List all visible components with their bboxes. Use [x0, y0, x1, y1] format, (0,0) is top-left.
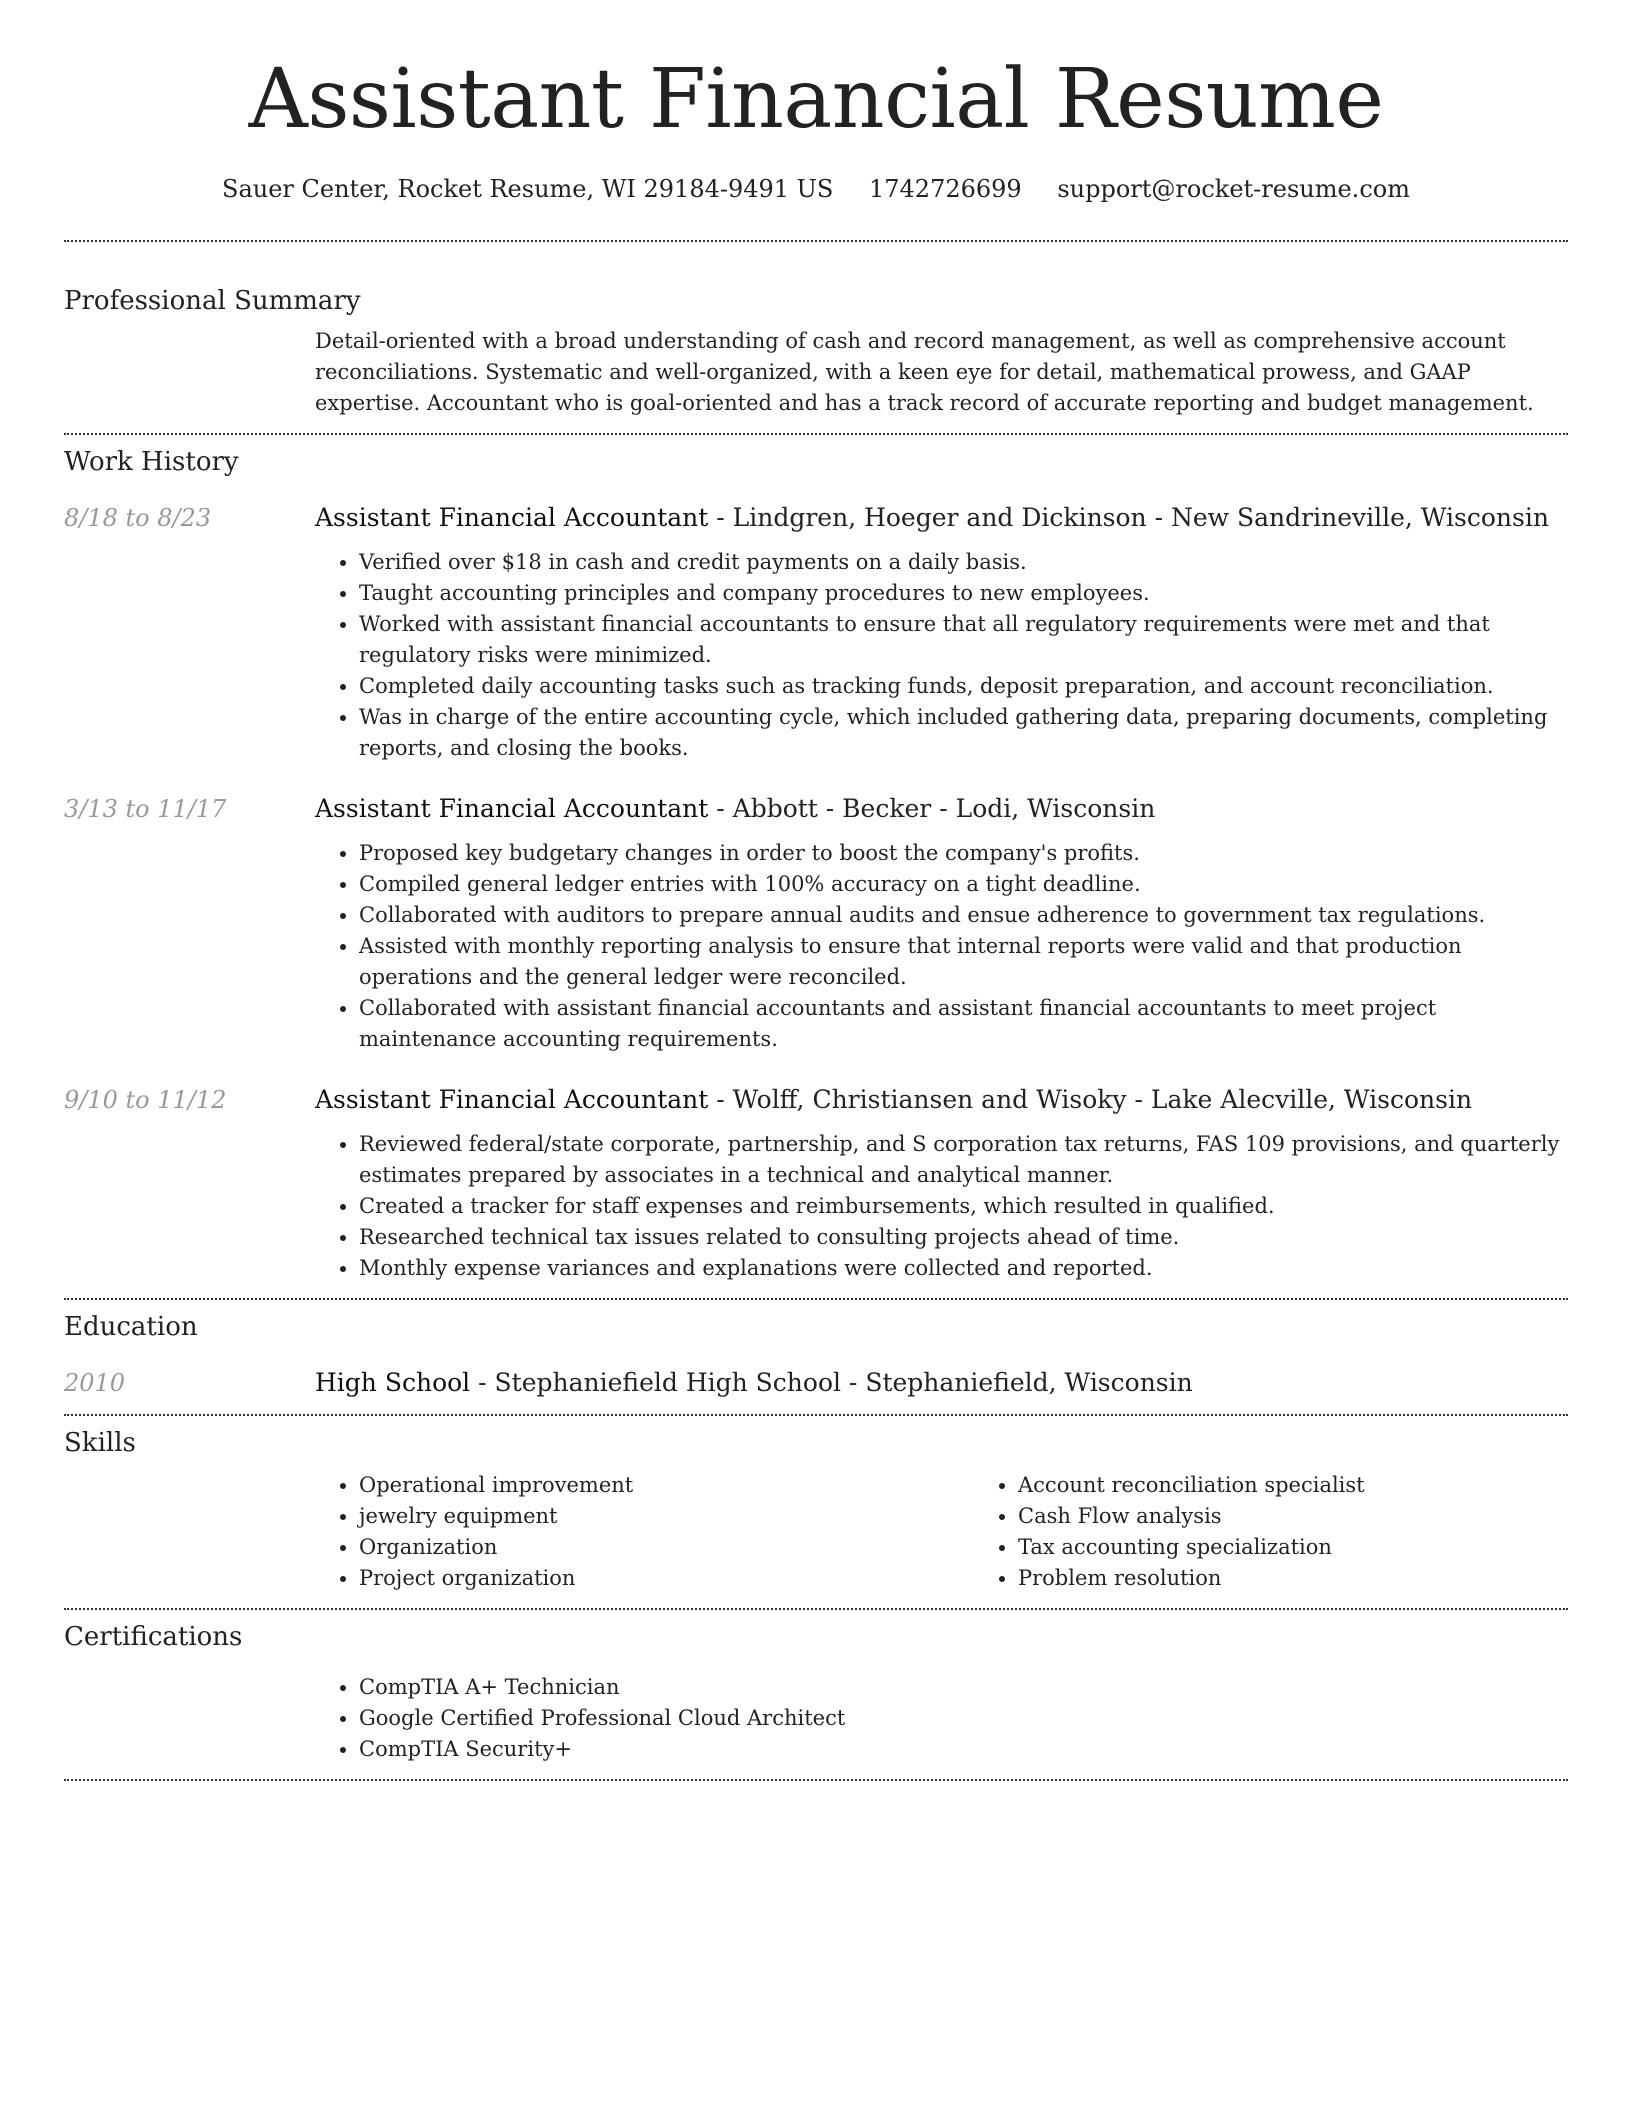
list-item: • Collaborated with auditors to prepare annual audits and ensue adherence to government tax regulations. [359, 900, 1568, 931]
job-dates: 3/13 to 11/17 [64, 795, 227, 823]
job-role: Assistant Financial Accountant [315, 503, 709, 532]
skill-item: • Operational improvement [359, 1470, 974, 1501]
job-details: - Lindgren, Hoeger and Dickinson - New Sandrineville, Wisconsin [708, 503, 1549, 532]
divider [64, 433, 1568, 435]
contact-address: Sauer Center, Rocket Resume, WI 29184-9491 US [222, 175, 834, 203]
skill-item: • Account reconciliation specialist [1018, 1470, 1568, 1501]
list-item: • Worked with assistant financial accountants to ensure that all regulatory requirements were met and that regulatory risks were minimized. [359, 609, 1568, 671]
job-bullets [315, 1129, 1568, 1284]
skill-item: • Problem resolution [1018, 1563, 1568, 1594]
work-history-section [64, 445, 1568, 1284]
skill-item: • Cash Flow analysis [1018, 1501, 1568, 1532]
summary-section [64, 284, 1568, 419]
job-entry [64, 1083, 1568, 1284]
job-heading [315, 1083, 1568, 1117]
divider [64, 1414, 1568, 1416]
skill-item: • Tax accounting specialization [1018, 1532, 1568, 1563]
divider [64, 1779, 1568, 1781]
certification-item: • CompTIA A+ Technician [359, 1672, 1568, 1703]
skills-spacer [64, 1470, 315, 1594]
list-item: • Researched technical tax issues related to consulting projects ahead of time. [359, 1222, 1568, 1253]
education-section [64, 1310, 1568, 1400]
education-degree: High School [315, 1368, 471, 1397]
job-dates: 8/18 to 8/23 [64, 504, 212, 532]
list-item: • Proposed key budgetary changes in order to boost the company's profits. [359, 838, 1568, 869]
job-bullets [315, 838, 1568, 1055]
job-entry [64, 501, 1568, 764]
job-details: - Abbott - Becker - Lodi, Wisconsin [708, 794, 1156, 823]
list-item: • Created a tracker for staff expenses and reimbursements, which resulted in qualified. [359, 1191, 1568, 1222]
education-heading: Education [64, 1312, 198, 1342]
job-dates: 9/10 to 11/12 [64, 1086, 227, 1114]
list-item: • Monthly expense variances and explanations were collected and reported. [359, 1253, 1568, 1284]
skills-section [64, 1426, 1568, 1594]
resume-title: Assistant Financial Resume [248, 52, 1384, 147]
divider [64, 1608, 1568, 1610]
contact-phone: 1742726699 [869, 175, 1022, 203]
list-item: • Completed daily accounting tasks such as tracking funds, deposit preparation, and account reconciliation. [359, 671, 1568, 702]
certifications-list [315, 1672, 1568, 1765]
education-details: - Stephaniefield High School - Stephaniefield, Wisconsin [470, 1368, 1193, 1397]
skill-item: • Organization [359, 1532, 974, 1563]
summary-heading: Professional Summary [64, 286, 361, 316]
education-heading-line [315, 1366, 1568, 1400]
job-details: - Wolff, Christiansen and Wisoky - Lake Alecville, Wisconsin [708, 1085, 1473, 1114]
divider [64, 240, 1568, 242]
list-item: • Was in charge of the entire accounting cycle, which included gathering data, preparing documents, completing reports, and closing the books. [359, 702, 1568, 764]
certifications-spacer [64, 1672, 315, 1765]
list-item: • Taught accounting principles and company procedures to new employees. [359, 578, 1568, 609]
job-heading [315, 501, 1568, 535]
list-item: • Compiled general ledger entries with 100% accuracy on a tight deadline. [359, 869, 1568, 900]
list-item: • Assisted with monthly reporting analysis to ensure that internal reports were valid and that production operations and the general ledger were reconciled. [359, 931, 1568, 993]
list-item: • Verified over $18 in cash and credit payments on a daily basis. [359, 547, 1568, 578]
contact-line [64, 172, 1568, 206]
certification-item: • Google Certified Professional Cloud Architect [359, 1703, 1568, 1734]
list-item: • Collaborated with assistant financial accountants and assistant financial accountants to meet project maintenance accounting requirements. [359, 993, 1568, 1055]
job-entry [64, 792, 1568, 1055]
summary-spacer [64, 326, 315, 419]
summary-text: Detail-oriented with a broad understanding of cash and record management, as well as comprehensive account reconciliations. Systematic and well-organized, with a keen eye for detail, mathematical prowess, and GAAP expertise. Accountant who is goal-oriented and has a track record of accurate reporting and budget management. [315, 329, 1534, 415]
education-entry [64, 1366, 1568, 1400]
skill-item: • Project organization [359, 1563, 974, 1594]
job-role: Assistant Financial Accountant [315, 1085, 709, 1114]
certifications-heading: Certifications [64, 1622, 243, 1652]
skills-list-right [974, 1470, 1568, 1594]
job-role: Assistant Financial Accountant [315, 794, 709, 823]
work-history-heading: Work History [64, 447, 239, 477]
education-year: 2010 [64, 1369, 126, 1397]
job-bullets [315, 547, 1568, 764]
skill-item: • jewelry equipment [359, 1501, 974, 1532]
certification-item: • CompTIA Security+ [359, 1734, 1568, 1765]
divider [64, 1298, 1568, 1300]
list-item: • Reviewed federal/state corporate, partnership, and S corporation tax returns, FAS 109 provisions, and quarterly estimates prepared by associates in a technical and analytical manner. [359, 1129, 1568, 1191]
skills-heading: Skills [64, 1428, 136, 1458]
contact-email: support@rocket-resume.com [1057, 175, 1410, 203]
skills-list-left [315, 1470, 974, 1594]
certifications-section [64, 1620, 1568, 1765]
job-heading [315, 792, 1568, 826]
